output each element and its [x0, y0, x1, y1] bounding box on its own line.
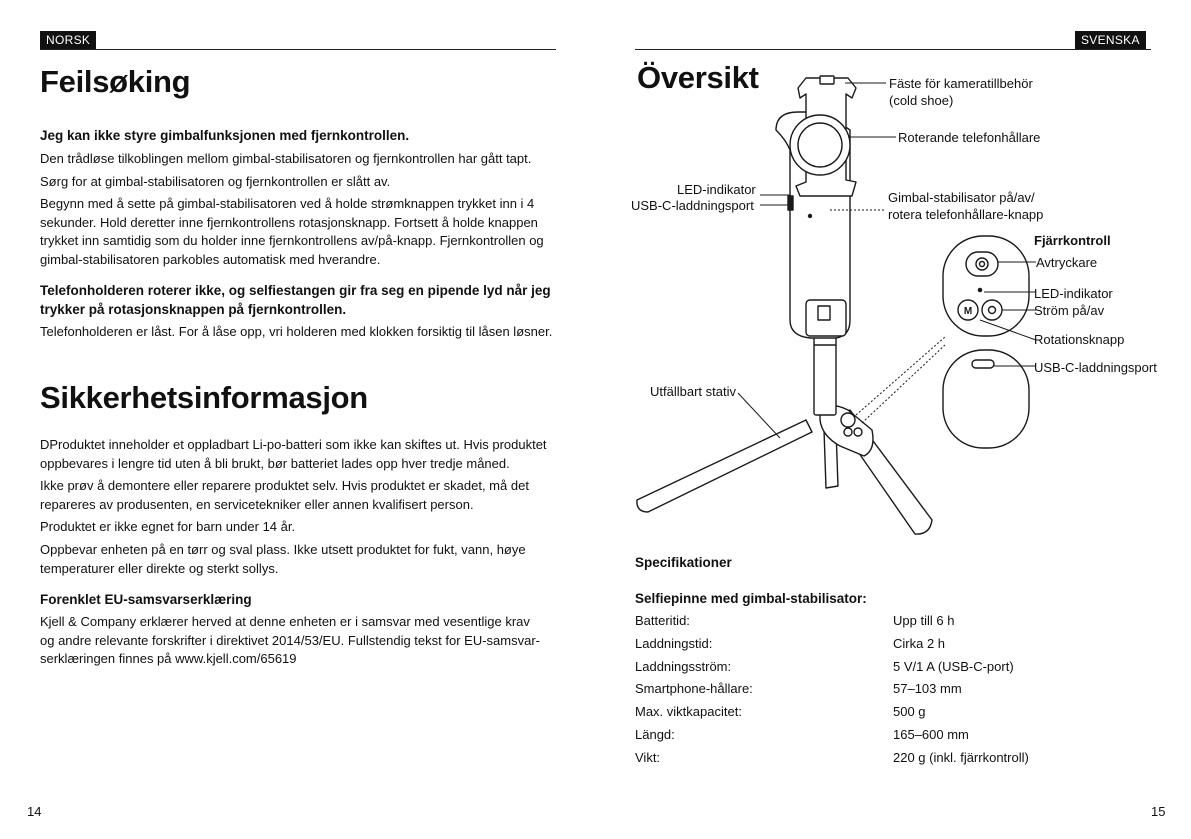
- text-line: DProduktet inneholder et oppladbart Li-po-batteri som ikke kan skiftes ut. Hvis produktet: [40, 437, 547, 452]
- question-1-heading: Jeg kan ikke styre gimbalfunksjonen med fjernkontrollen.: [40, 128, 410, 143]
- extension-pole: [814, 335, 836, 415]
- text-line: trykket inn samtidig som du holder inne fjernkontrollens av/på-knapp. Fjernkontrollen og: [40, 233, 544, 248]
- spec-label: Laddningstid:: [635, 636, 713, 651]
- text-line: Ikke prøv å demontere eller reparere produktet selv. Hvis produktet er skadet, må det: [40, 478, 529, 493]
- header-rule-right: [635, 49, 1151, 50]
- spec-label: Laddningsström:: [635, 659, 732, 674]
- label-remote-usb: USB-C-laddningsport: [1034, 360, 1157, 375]
- label-shutter: Avtryckare: [1036, 255, 1098, 270]
- language-tag-norsk: NORSK: [40, 31, 96, 49]
- spec-value: 220 g (inkl. fjärrkontroll): [893, 750, 1029, 765]
- label-led-indicator: LED-indikator: [677, 182, 756, 197]
- q1-paragraph-3: [40, 195, 560, 269]
- spec-row: [635, 680, 1175, 698]
- label-usb-port: USB-C-laddningsport: [631, 198, 754, 213]
- text-line: Fäste för kameratillbehör: [889, 76, 1033, 91]
- text-line: repareres av produsenten, en servicetekniker eller annen kvalifisert person.: [40, 496, 474, 512]
- text-line: gimbal-stabilisatoren parkobles automatisk med hverandre.: [40, 251, 381, 267]
- spec-value: 165–600 mm: [893, 727, 969, 742]
- spec-label: Vikt:: [635, 750, 661, 765]
- q1-paragraph-1: Den trådløse tilkoblingen mellom gimbal-stabilisatoren og fjernkontrollen har gått tapt.: [40, 151, 532, 166]
- text-line: Gimbal-stabilisator på/av/: [888, 190, 1035, 205]
- spec-value: 500 g: [893, 704, 926, 719]
- q2-paragraph-1: Telefonholderen er låst. For å låse opp, vri holderen med klokken forsiktig til låsen løsner.: [40, 324, 553, 339]
- spec-label: Max. viktkapacitet:: [635, 704, 742, 719]
- text-line: rotera telefonhållare-knapp: [888, 207, 1044, 222]
- overview-title: Översikt: [637, 60, 759, 95]
- text-line: sekunder. Hold deretter inne fjernkontrollens rotasjonsknapp. Fortsett å holde knappen: [40, 214, 538, 230]
- eu-declaration-heading: Forenklet EU-samsvarserklæring: [40, 592, 252, 607]
- specs-subheading: Selfiepinne med gimbal-stabilisator:: [635, 591, 867, 606]
- language-tag-svenska: SVENSKA: [1075, 31, 1146, 49]
- spec-label: Batteritid:: [635, 613, 690, 628]
- label-power: Ström på/av: [1034, 303, 1105, 318]
- safety-paragraph-2: [40, 477, 529, 514]
- eu-declaration-text: [40, 613, 540, 669]
- safety-paragraph-4: [40, 541, 526, 578]
- page-number-right: 15: [1151, 804, 1166, 819]
- label-rotation-button: Rotationsknapp: [1034, 332, 1125, 347]
- spec-row: [635, 658, 1175, 676]
- spec-row: [635, 726, 1175, 744]
- safety-paragraph-3: Produktet er ikke egnet for barn under 14 år.: [40, 519, 296, 534]
- label-remote-title: Fjärrkontroll: [1034, 233, 1111, 248]
- text-line: Telefonholderen roterer ikke, og selfiestangen gir fra seg en pipende lyd når jeg: [40, 283, 551, 298]
- svg-text:M: M: [963, 306, 973, 317]
- text-line: og andre relevante forskrifter i direktivet 2014/53/EU. Fullstendig tekst for EU-samsvar-: [40, 632, 540, 648]
- text-line: oppbevares i lengre tid uten å bli brukt, bør batteriet lades opp hver tredje måned.: [40, 455, 510, 471]
- label-tripod: Utfällbart stativ: [650, 384, 736, 399]
- text-line: (cold shoe): [889, 93, 954, 108]
- spec-row: [635, 703, 1175, 721]
- spec-value: Cirka 2 h: [893, 636, 946, 651]
- q1-paragraph-2: Sørg for at gimbal-stabilisatoren og fjernkontrollen er slått av.: [40, 174, 391, 189]
- text-line: Oppbevar enheten på en tørr og sval plass. Ikke utsett produktet for fukt, vann, høye: [40, 542, 526, 557]
- label-gimbal-button: [888, 189, 1043, 223]
- spec-row: [635, 612, 1175, 630]
- spec-value: 57–103 mm: [893, 681, 962, 696]
- spec-value: Upp till 6 h: [893, 613, 955, 628]
- spec-row: [635, 635, 1175, 653]
- tripod-leg-left: [637, 420, 812, 512]
- label-rotating-holder: Roterande telefonhållare: [898, 130, 1041, 145]
- page-number-left: 14: [27, 804, 42, 819]
- safety-title: Sikkerhetsinformasjon: [40, 380, 368, 415]
- spec-label: Längd:: [635, 727, 675, 742]
- remote-front: [943, 236, 1029, 336]
- safety-paragraph-1: [40, 436, 547, 473]
- text-line: serklæringen finnes på www.kjell.com/65619: [40, 651, 297, 666]
- text-line: trykker på rotasjonsknappen på fjernkontrollen.: [40, 302, 347, 317]
- label-remote-led: LED-indikator: [1034, 286, 1113, 301]
- header-rule-left: [40, 49, 556, 50]
- spec-label: Smartphone-hållare:: [635, 681, 753, 696]
- troubleshooting-title: Feilsøking: [40, 64, 191, 99]
- text-line: temperaturer eller direkte og sterkt sollys.: [40, 560, 279, 576]
- text-line: Begynn med å sette på gimbal-stabilisatoren ved å holde strømknappen trykket inn i 4: [40, 196, 535, 211]
- question-2-heading: [40, 281, 551, 319]
- text-line: Kjell & Company erklærer herved at denne enheten er i samsvar med vesentlige krav: [40, 614, 530, 629]
- label-cold-shoe: [889, 75, 1033, 109]
- specs-heading: Specifikationer: [635, 555, 732, 570]
- spec-row: [635, 749, 1175, 767]
- spec-value: 5 V/1 A (USB-C-port): [893, 659, 1014, 674]
